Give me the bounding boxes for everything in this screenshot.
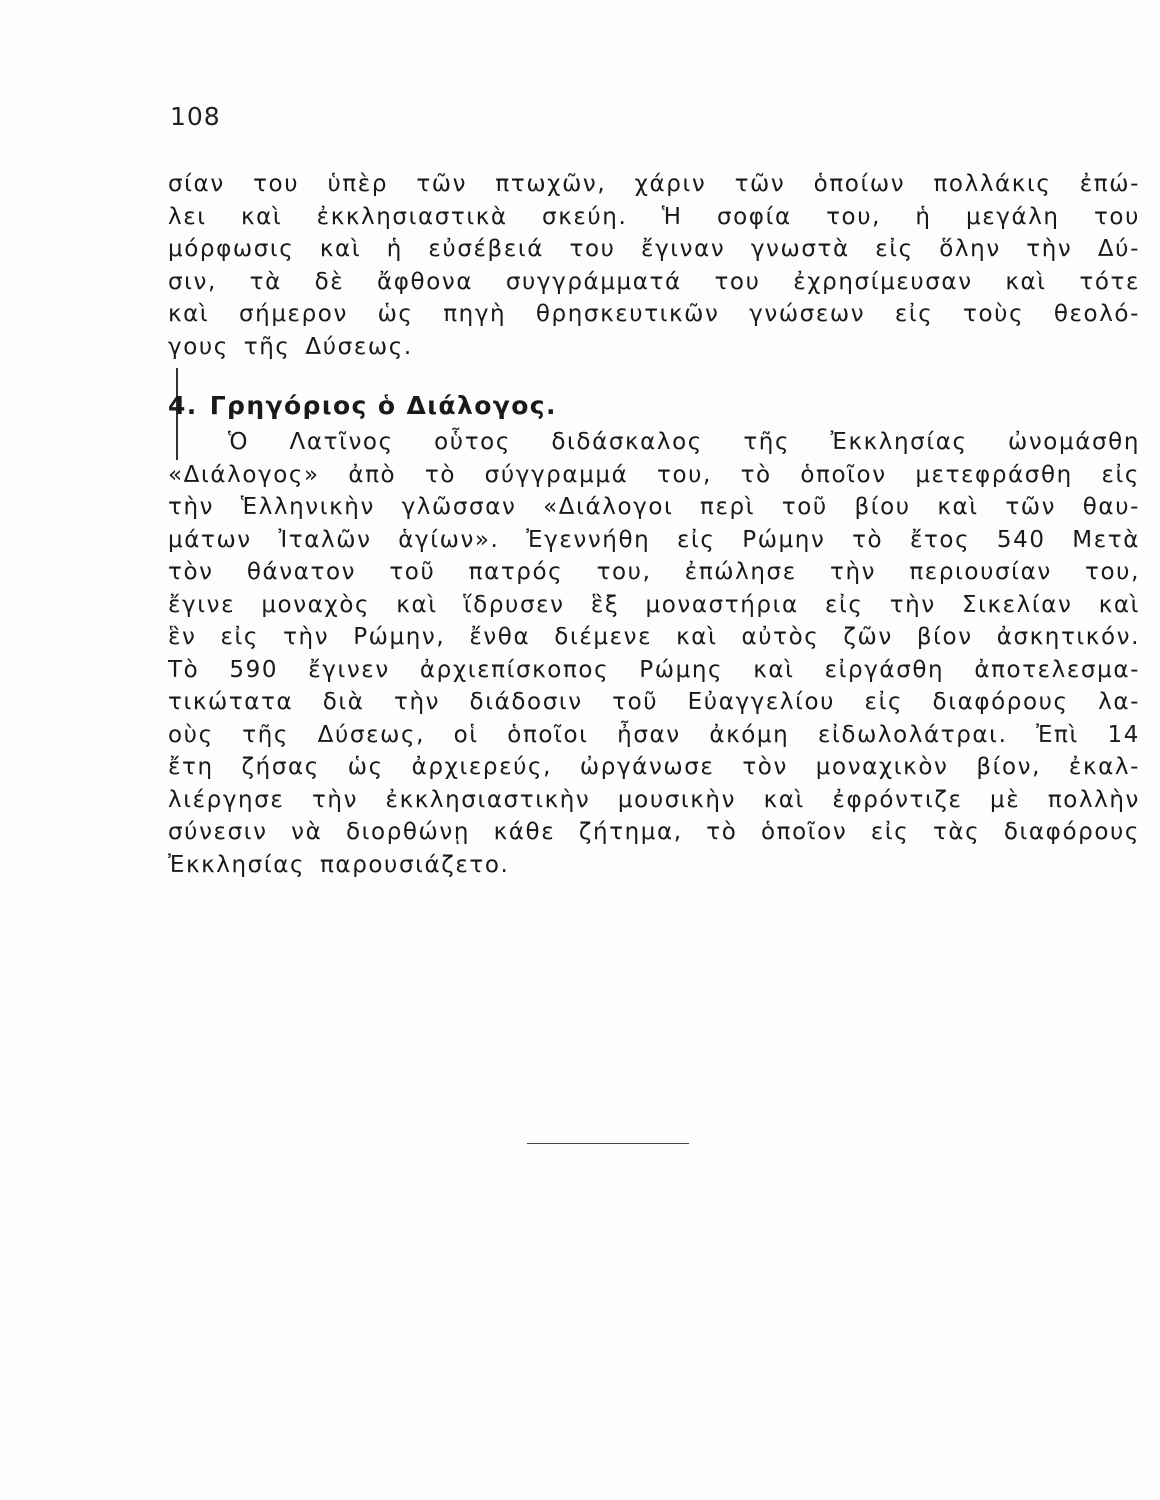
paragraph-2 bbox=[168, 426, 1140, 881]
section-number: 4. bbox=[168, 391, 198, 420]
text-line: «Διάλογος» ἀπὸ τὸ σύγγραμμά του, τὸ ὁποῖον μετεφράσθη εἰς bbox=[168, 461, 1140, 488]
page-number: 108 bbox=[170, 102, 221, 131]
section-heading bbox=[168, 391, 1140, 420]
text-line: τὸν θάνατον τοῦ πατρός του, ἐπώλησε τὴν περιουσίαν του, bbox=[168, 559, 1140, 585]
text-line: οὺς τῆς Δύσεως, οἱ ὁποῖοι ἦσαν ἀκόμη εἰδωλολάτραι. Ἐπὶ 14 bbox=[168, 721, 1140, 748]
text-line: σιν, τὰ δὲ ἄφθονα συγγράμματά του ἐχρησίμευσαν καὶ τότε bbox=[168, 268, 1140, 295]
text-line: ἔγινε μοναχὸς καὶ ἵδρυσεν ἓξ μοναστήρια εἰς τὴν Σικελίαν καὶ bbox=[168, 591, 1140, 618]
text-line: λει καὶ ἐκκλησιαστικὰ σκεύη. Ἡ σοφία του, ἡ μεγάλη του bbox=[168, 203, 1140, 230]
text-line: μάτων Ἰταλῶν ἁγίων». Ἐγεννήθη εἰς Ρώμην τὸ ἔτος 540 Μετὰ bbox=[168, 526, 1140, 553]
text-line: Ὁ Λατῖνος οὗτος διδάσκαλος τῆς Ἐκκλησίας ὠνομάσθη bbox=[228, 429, 1140, 455]
text-line: καὶ σήμερον ὡς πηγὴ θρησκευτικῶν γνώσεων εἰς τοὺς θεολό- bbox=[168, 301, 1140, 327]
body-text bbox=[168, 168, 1140, 881]
text-line: σίαν του ὑπὲρ τῶν πτωχῶν, χάριν τῶν ὁποίων πολλάκις ἐπώ- bbox=[168, 171, 1140, 197]
text-line: μόρφωσις καὶ ἡ εὐσέβειά του ἔγιναν γνωστὰ εἰς ὅλην τὴν Δύ- bbox=[168, 236, 1140, 262]
text-line: γους τῆς Δύσεως. bbox=[168, 333, 413, 360]
paragraph-1 bbox=[168, 168, 1140, 363]
section-title: Γρηγόριος ὁ Διάλογος. bbox=[209, 391, 557, 420]
text-line: λιέργησε τὴν ἐκκλησιαστικὴν μουσικὴν καὶ ἐφρόντιζε μὲ πολλὴν bbox=[168, 786, 1140, 813]
text-line: τικώτατα διὰ τὴν διάδοσιν τοῦ Εὐαγγελίου εἰς διαφόρους λα- bbox=[168, 689, 1140, 715]
text-line: ἓν εἰς τὴν Ρώμην, ἔνθα διέμενε καὶ αὐτὸς ζῶν βίον ἀσκητικόν. bbox=[168, 624, 1140, 650]
text-line: Τὸ 590 ἔγινεν ἀρχιεπίσκοπος Ρώμης καὶ εἰργάσθη ἀποτελεσμα- bbox=[168, 656, 1140, 683]
text-line: Ἐκκλησίας παρουσιάζετο. bbox=[168, 851, 510, 878]
section-end-rule bbox=[527, 1143, 689, 1144]
text-line: σύνεσιν νὰ διορθώνῃ κάθε ζήτημα, τὸ ὁποῖον εἰς τὰς διαφόρους bbox=[168, 819, 1140, 845]
text-line: ἔτη ζήσας ὡς ἀρχιερεύς, ὠργάνωσε τὸν μοναχικὸν βίον, ἐκαλ- bbox=[168, 754, 1140, 780]
text-line: τὴν Ἑλληνικὴν γλῶσσαν «Διάλογοι περὶ τοῦ βίου καὶ τῶν θαυ- bbox=[168, 494, 1140, 520]
